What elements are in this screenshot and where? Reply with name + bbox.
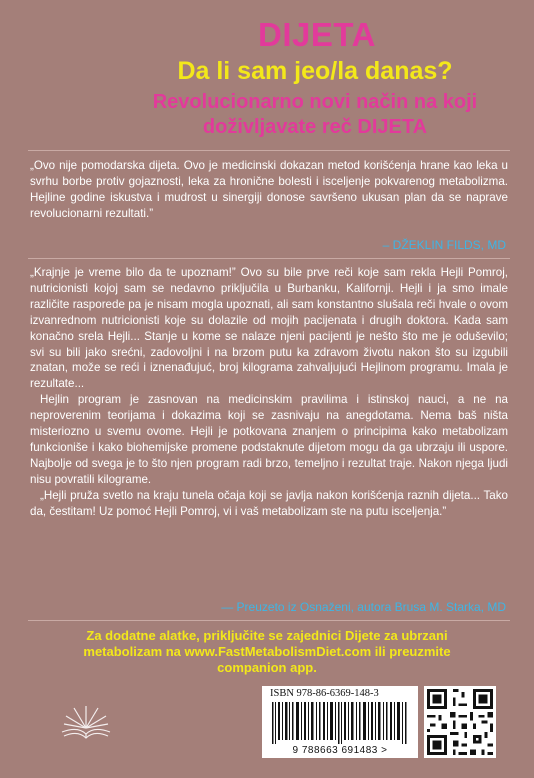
foreword-block (30, 265, 508, 520)
endorsement-quote (30, 158, 508, 222)
barcode-digits: 9 788663 691483 > (292, 745, 388, 756)
book-title: DIJETA (258, 16, 376, 53)
cta-line-3: companion app. (217, 660, 317, 675)
endorsement-text: „Ovo nije pomodarska dijeta. Ovo je medicinski dokazan metod korišćenja hrane kao leka u svrhu borbe protiv gojaznosti, leka za hronične bolesti i isceljenje pokvarenog metabolizma. Hejline godine iskustva i mudrost u sinergiji donose savršeno ukusan plan da se naprave revolucionarni rezultati.” (30, 159, 508, 220)
divider-bottom (28, 620, 510, 621)
divider-top (28, 150, 510, 151)
divider-middle (28, 258, 510, 259)
endorsement-attribution: – DŽEKLIN FILDS, MD (382, 238, 506, 252)
cta-line-1: Za dodatne alatke, priključite se zajednici Dijete za ubrzani (86, 628, 448, 643)
open-book-logo-icon (56, 698, 116, 746)
foreword-paragraph-1: „Krajnje je vreme bilo da te upoznam!” Ovo su bile prve reči koje sam rekla Hejli Pomroj, nutricionisti kojoj sam se nedavno priključila u Burbanku, Kalifornji. Hejli i ja smo imale različite rasporede pa je nisam mogla upoznati, ali sam konstantno slušala reči hvale o ovom izvanrednom nutricionisti koje su dolazile od mojih pacijenata i drugih doktora. Kada sam konačno srela Hejli... Stanje u kome se nalaze njeni pacijenti je nešto što me je oduševilo; svi su bili jako srećni, zadovoljni i na brzom putu ka zdravom životu nakon što su izgubili znatan, može se reći i iznenađujuć, broj kilograma zahvaljujući Hejlinom programu. Imala je rezultate... (30, 266, 508, 391)
book-subtitle: Da li sam jeo/la danas? (177, 57, 453, 85)
qr-code-icon (424, 686, 496, 758)
barcode-bars-icon (270, 702, 410, 744)
cta-line-2: metabolizam na www.FastMetabolismDiet.com ili preuzmite (83, 644, 451, 659)
foreword-paragraph-3: „Hejli pruža svetlo na kraju tunela očaja koji se javlja nakon korišćenja raznih dijeta... Tako da, čestitam! Uz pomoć Hejli Pomroj, vi i vaš metabolizam ste na putu isceljenja.” (30, 488, 508, 518)
cover-header (0, 16, 534, 140)
book-tagline-line2: doživljavate reč DIJETA (202, 116, 428, 138)
isbn-barcode (262, 686, 418, 758)
call-to-action (36, 628, 498, 676)
foreword-attribution: — Preuzeto iz Osnaženi, autora Brusa M. Starka, MD (221, 600, 506, 614)
foreword-paragraph-2: Hejlin program je zasnovan na medicinskim pravilima i istinskoj nauci, a ne na neproverenim teorijama i dokazima koji se zasnivaju na anegdotama. Nema baš ništa misteriozno u svemu ovome. Hejli je potkovana znanjem o principima kako metabolizam funkcioniše i kako biohemijske promene podstaknute dijetom mogu da ga ubrzaju ili uspore. Najbolje od svega je to što njen program radi brzo, temeljno i rezultat traje. Nakon njega ljudi nisu povratili kilograme. (30, 393, 508, 486)
isbn-number: ISBN 978-86-6369-148-3 (270, 688, 379, 699)
book-tagline-line1: Revolucionarno novi način na koji (152, 91, 478, 113)
